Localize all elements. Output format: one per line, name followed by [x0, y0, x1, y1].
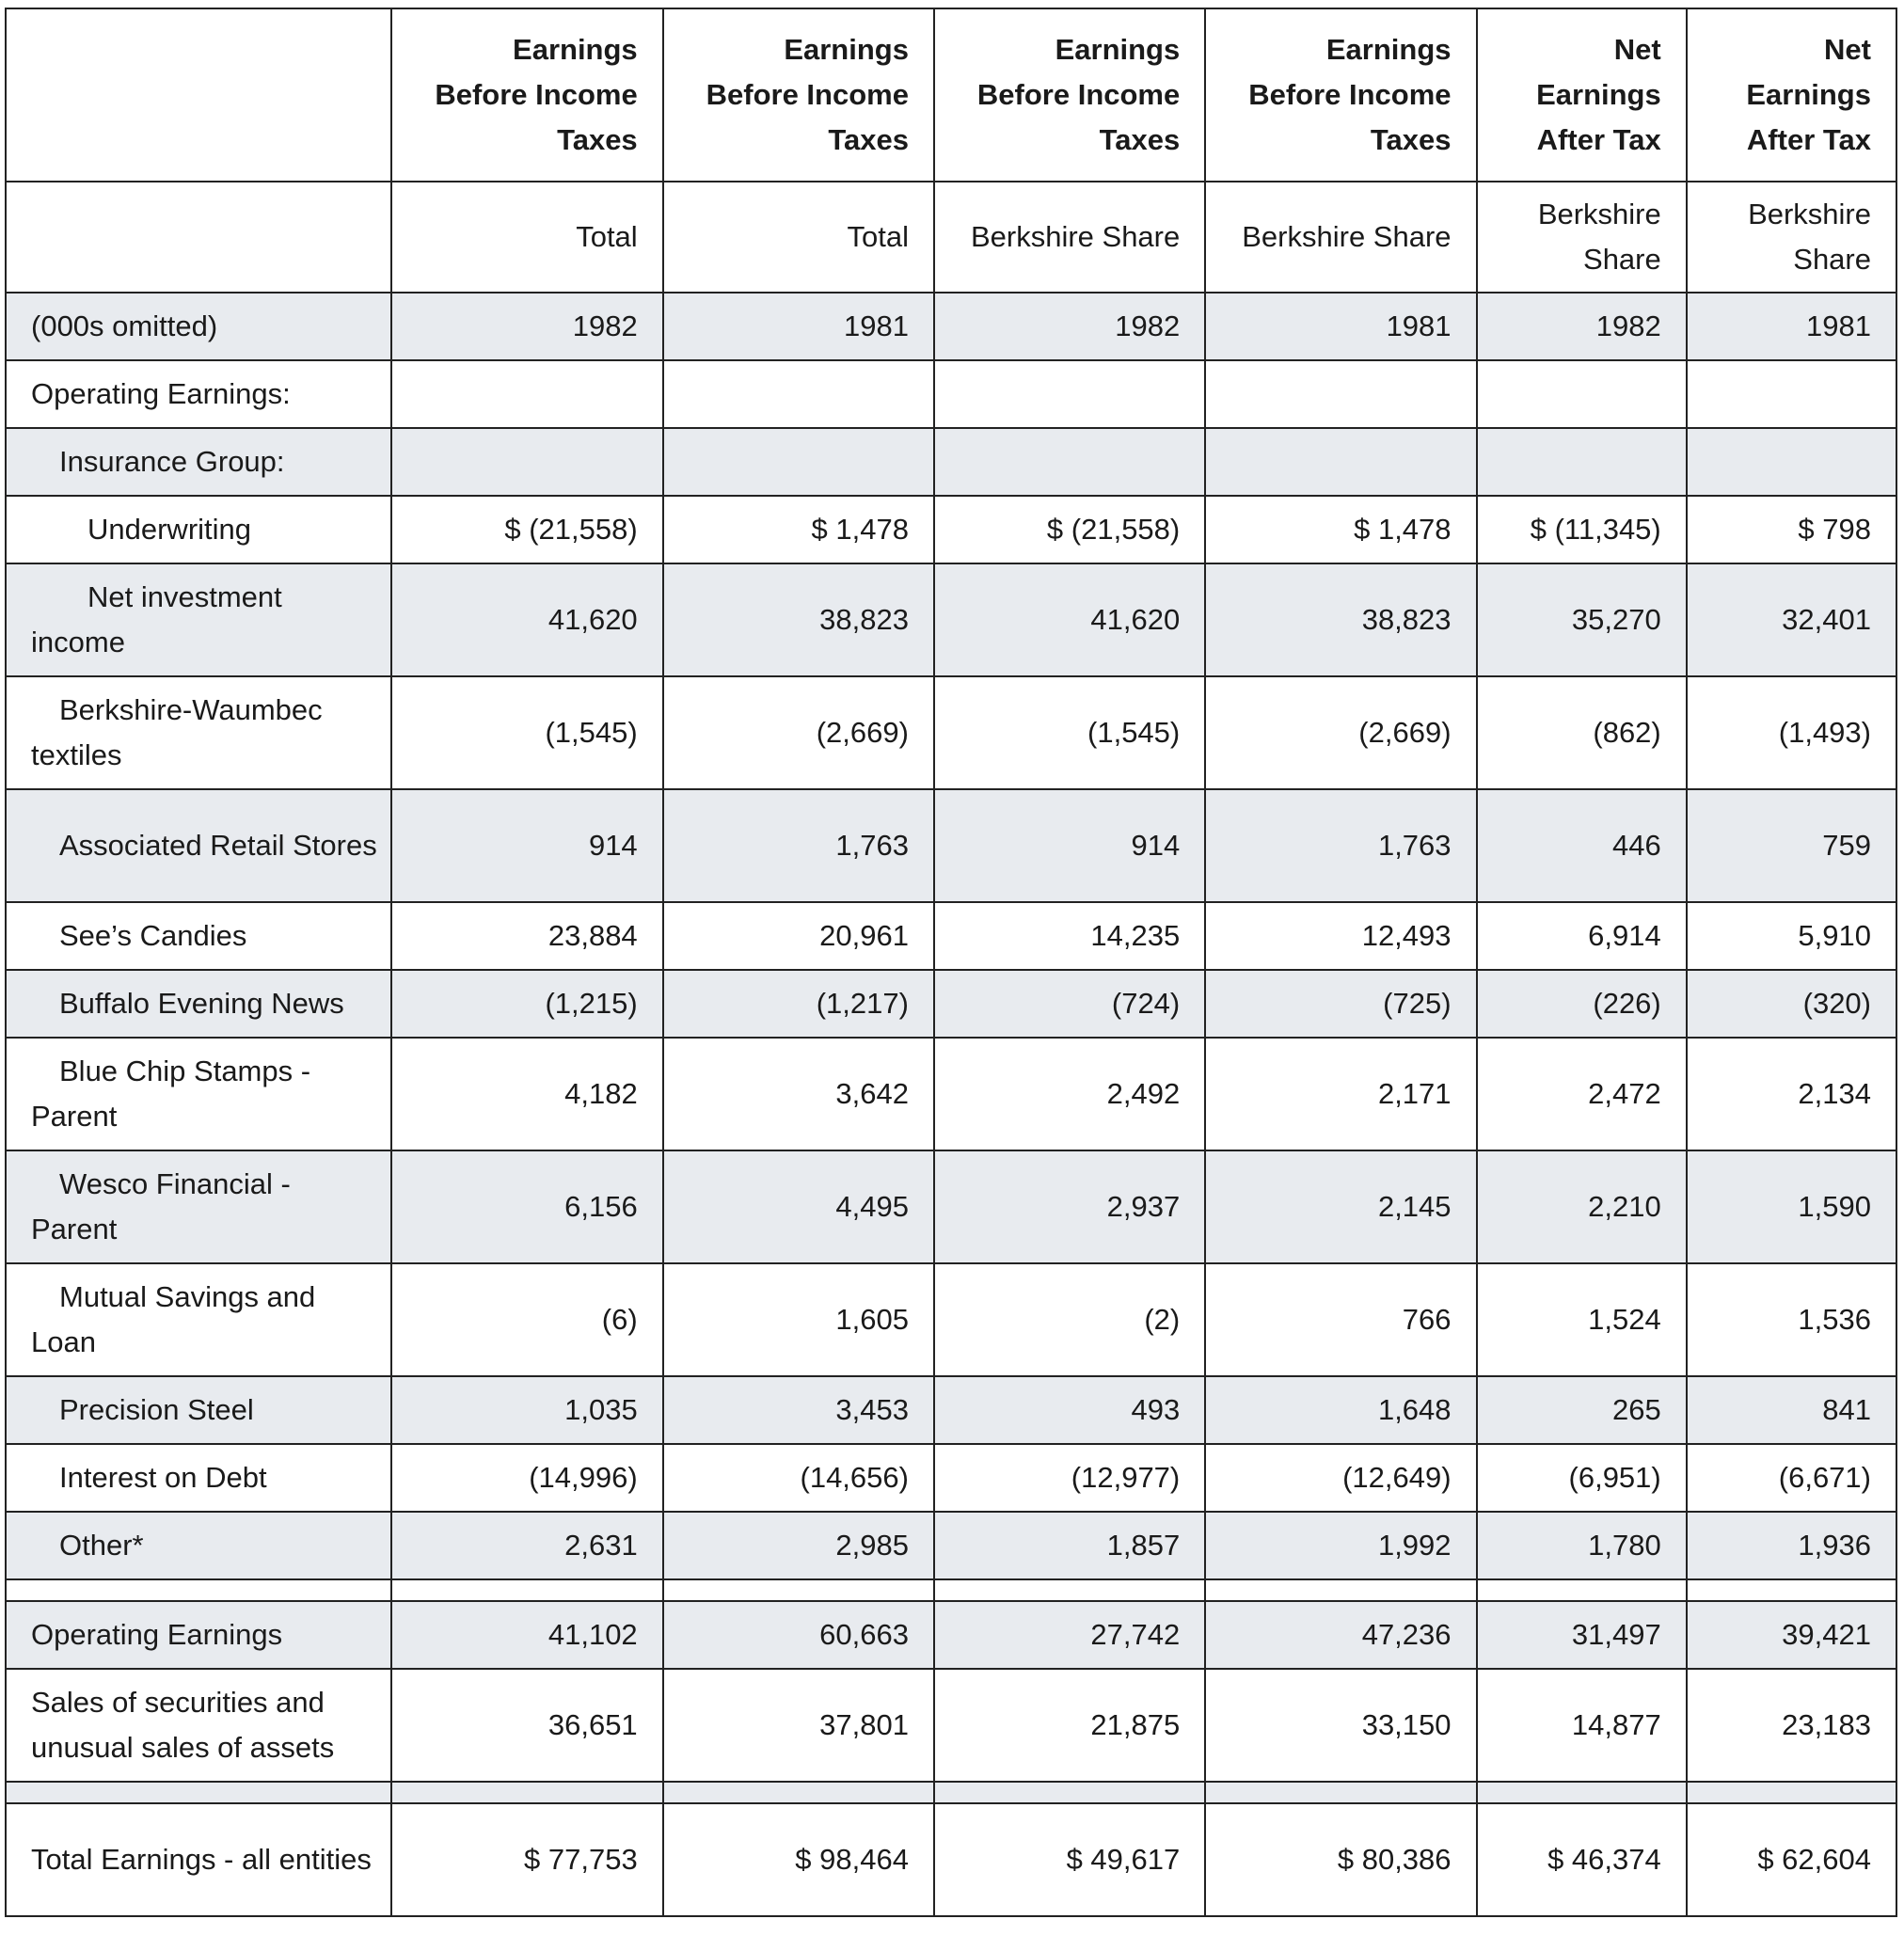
value-cell — [1205, 360, 1476, 428]
value-cell: 20,961 — [663, 902, 934, 970]
row-label: Net investment income — [6, 563, 391, 676]
value-cell: 1,035 — [391, 1376, 662, 1444]
value-cell — [663, 428, 934, 496]
table-row — [6, 293, 1896, 360]
row-label: Total Earnings - all entities — [6, 1803, 391, 1916]
value-cell: (226) — [1477, 970, 1687, 1038]
table-row — [6, 1512, 1896, 1579]
value-cell: $ 1,478 — [1205, 496, 1476, 563]
value-cell: 1981 — [663, 293, 934, 360]
value-cell — [1477, 360, 1687, 428]
header-cell: Earnings Before Income Taxes — [1205, 8, 1476, 182]
value-cell: 41,620 — [391, 563, 662, 676]
value-cell: (14,996) — [391, 1444, 662, 1512]
value-cell: 1981 — [1205, 293, 1476, 360]
value-cell: $ 49,617 — [934, 1803, 1205, 1916]
value-cell: 14,235 — [934, 902, 1205, 970]
value-cell: 1982 — [1477, 293, 1687, 360]
value-cell: 21,875 — [934, 1669, 1205, 1782]
value-cell: (724) — [934, 970, 1205, 1038]
value-cell — [1205, 1782, 1476, 1803]
value-cell: $ 80,386 — [1205, 1803, 1476, 1916]
subheader-cell: Total — [663, 182, 934, 293]
header-cell: Net Earnings After Tax — [1687, 8, 1896, 182]
value-cell: (2) — [934, 1263, 1205, 1376]
row-label: Associated Retail Stores — [6, 789, 391, 902]
value-cell — [1687, 1782, 1896, 1803]
row-label: Buffalo Evening News — [6, 970, 391, 1038]
value-cell: (2,669) — [1205, 676, 1476, 789]
value-cell: 23,884 — [391, 902, 662, 970]
row-label: Operating Earnings — [6, 1601, 391, 1669]
value-cell: (862) — [1477, 676, 1687, 789]
value-cell: $ (21,558) — [391, 496, 662, 563]
subheader-cell — [6, 182, 391, 293]
table-row — [6, 1669, 1896, 1782]
value-cell — [663, 1782, 934, 1803]
value-cell: 38,823 — [1205, 563, 1476, 676]
row-label: Insurance Group: — [6, 428, 391, 496]
value-cell: $ 1,478 — [663, 496, 934, 563]
value-cell: 39,421 — [1687, 1601, 1896, 1669]
value-cell: 2,472 — [1477, 1038, 1687, 1150]
value-cell: 1982 — [391, 293, 662, 360]
value-cell: 33,150 — [1205, 1669, 1476, 1782]
value-cell: 1,590 — [1687, 1150, 1896, 1263]
earnings-table — [5, 8, 1897, 1917]
spacer-row — [6, 1579, 1896, 1601]
header-cell — [6, 8, 391, 182]
value-cell: $ (21,558) — [934, 496, 1205, 563]
row-label: Other* — [6, 1512, 391, 1579]
value-cell: 36,651 — [391, 1669, 662, 1782]
value-cell: $ 77,753 — [391, 1803, 662, 1916]
value-cell: 914 — [934, 789, 1205, 902]
value-cell: 265 — [1477, 1376, 1687, 1444]
value-cell: 35,270 — [1477, 563, 1687, 676]
value-cell — [1205, 1579, 1476, 1601]
subheader-cell: Total — [391, 182, 662, 293]
value-cell: 2,171 — [1205, 1038, 1476, 1150]
value-cell — [934, 428, 1205, 496]
value-cell: 1,763 — [1205, 789, 1476, 902]
value-cell: $ (11,345) — [1477, 496, 1687, 563]
value-cell: $ 798 — [1687, 496, 1896, 563]
value-cell: 2,210 — [1477, 1150, 1687, 1263]
value-cell: (1,217) — [663, 970, 934, 1038]
subheader-cell: Berkshire Share — [1205, 182, 1476, 293]
row-label: Mutual Savings and Loan — [6, 1263, 391, 1376]
value-cell: (6,671) — [1687, 1444, 1896, 1512]
value-cell: 3,642 — [663, 1038, 934, 1150]
value-cell: 47,236 — [1205, 1601, 1476, 1669]
table-row — [6, 428, 1896, 496]
value-cell — [1477, 1782, 1687, 1803]
value-cell: 1,992 — [1205, 1512, 1476, 1579]
value-cell — [391, 428, 662, 496]
table-row — [6, 902, 1896, 970]
value-cell: 4,182 — [391, 1038, 662, 1150]
row-label: Berkshire-Waumbec textiles — [6, 676, 391, 789]
value-cell: 1,536 — [1687, 1263, 1896, 1376]
value-cell — [663, 360, 934, 428]
value-cell: 2,134 — [1687, 1038, 1896, 1150]
value-cell: 6,914 — [1477, 902, 1687, 970]
value-cell — [1477, 428, 1687, 496]
value-cell: 446 — [1477, 789, 1687, 902]
value-cell: 1981 — [1687, 293, 1896, 360]
value-cell: (320) — [1687, 970, 1896, 1038]
row-label — [6, 1579, 391, 1601]
table-row — [6, 360, 1896, 428]
value-cell — [1477, 1579, 1687, 1601]
value-cell: (2,669) — [663, 676, 934, 789]
table-row — [6, 1444, 1896, 1512]
value-cell: 14,877 — [1477, 1669, 1687, 1782]
value-cell: 1,857 — [934, 1512, 1205, 1579]
header-cell: Earnings Before Income Taxes — [391, 8, 662, 182]
value-cell: 4,495 — [663, 1150, 934, 1263]
value-cell — [1687, 360, 1896, 428]
value-cell: 841 — [1687, 1376, 1896, 1444]
value-cell: (12,977) — [934, 1444, 1205, 1512]
value-cell: 41,102 — [391, 1601, 662, 1669]
value-cell: 41,620 — [934, 563, 1205, 676]
table-row — [6, 676, 1896, 789]
value-cell — [1687, 428, 1896, 496]
value-cell: 38,823 — [663, 563, 934, 676]
value-cell — [391, 360, 662, 428]
value-cell — [391, 1782, 662, 1803]
spacer-row — [6, 1782, 1896, 1803]
header-cell: Earnings Before Income Taxes — [934, 8, 1205, 182]
table-row — [6, 496, 1896, 563]
value-cell: 1,936 — [1687, 1512, 1896, 1579]
value-cell: (1,545) — [934, 676, 1205, 789]
value-cell: 3,453 — [663, 1376, 934, 1444]
value-cell: 6,156 — [391, 1150, 662, 1263]
value-cell: 1,524 — [1477, 1263, 1687, 1376]
value-cell: (6,951) — [1477, 1444, 1687, 1512]
earnings-table-container — [5, 8, 1897, 1917]
value-cell — [663, 1579, 934, 1601]
value-cell: 2,145 — [1205, 1150, 1476, 1263]
value-cell — [391, 1579, 662, 1601]
value-cell: 759 — [1687, 789, 1896, 902]
value-cell: (725) — [1205, 970, 1476, 1038]
table-row — [6, 970, 1896, 1038]
row-label: Blue Chip Stamps - Parent — [6, 1038, 391, 1150]
value-cell — [934, 1579, 1205, 1601]
row-label: Sales of securities and unusual sales of assets — [6, 1669, 391, 1782]
value-cell: 12,493 — [1205, 902, 1476, 970]
value-cell: 766 — [1205, 1263, 1476, 1376]
row-label: (000s omitted) — [6, 293, 391, 360]
value-cell — [934, 1782, 1205, 1803]
table-row — [6, 1263, 1896, 1376]
row-label: Underwriting — [6, 496, 391, 563]
value-cell — [1687, 1579, 1896, 1601]
table-row — [6, 1376, 1896, 1444]
value-cell: (1,545) — [391, 676, 662, 789]
value-cell: 31,497 — [1477, 1601, 1687, 1669]
row-label: Interest on Debt — [6, 1444, 391, 1512]
value-cell: (14,656) — [663, 1444, 934, 1512]
row-label: Wesco Financial - Parent — [6, 1150, 391, 1263]
value-cell: $ 98,464 — [663, 1803, 934, 1916]
value-cell — [1205, 428, 1476, 496]
value-cell: (1,493) — [1687, 676, 1896, 789]
value-cell: 2,985 — [663, 1512, 934, 1579]
table-row — [6, 1150, 1896, 1263]
table-row — [6, 1803, 1896, 1916]
row-label: Precision Steel — [6, 1376, 391, 1444]
value-cell: 2,631 — [391, 1512, 662, 1579]
value-cell: 493 — [934, 1376, 1205, 1444]
header-cell: Earnings Before Income Taxes — [663, 8, 934, 182]
subheader-cell: Berkshire Share — [1687, 182, 1896, 293]
table-row — [6, 789, 1896, 902]
value-cell: 2,492 — [934, 1038, 1205, 1150]
value-cell: 60,663 — [663, 1601, 934, 1669]
row-label — [6, 1782, 391, 1803]
value-cell: $ 46,374 — [1477, 1803, 1687, 1916]
value-cell: 37,801 — [663, 1669, 934, 1782]
value-cell: 5,910 — [1687, 902, 1896, 970]
value-cell: 32,401 — [1687, 563, 1896, 676]
value-cell: (12,649) — [1205, 1444, 1476, 1512]
value-cell: 27,742 — [934, 1601, 1205, 1669]
value-cell: 23,183 — [1687, 1669, 1896, 1782]
value-cell: 1982 — [934, 293, 1205, 360]
header-row — [6, 8, 1896, 182]
row-label: See’s Candies — [6, 902, 391, 970]
value-cell: 1,780 — [1477, 1512, 1687, 1579]
value-cell: (6) — [391, 1263, 662, 1376]
subheader-cell: Berkshire Share — [934, 182, 1205, 293]
header-cell: Net Earnings After Tax — [1477, 8, 1687, 182]
value-cell: (1,215) — [391, 970, 662, 1038]
table-row — [6, 1601, 1896, 1669]
value-cell: $ 62,604 — [1687, 1803, 1896, 1916]
value-cell — [934, 360, 1205, 428]
value-cell: 914 — [391, 789, 662, 902]
value-cell: 1,648 — [1205, 1376, 1476, 1444]
subheader-cell: Berkshire Share — [1477, 182, 1687, 293]
table-row — [6, 1038, 1896, 1150]
table-row — [6, 563, 1896, 676]
value-cell: 1,605 — [663, 1263, 934, 1376]
value-cell: 2,937 — [934, 1150, 1205, 1263]
row-label: Operating Earnings: — [6, 360, 391, 428]
value-cell: 1,763 — [663, 789, 934, 902]
subheader-row — [6, 182, 1896, 293]
